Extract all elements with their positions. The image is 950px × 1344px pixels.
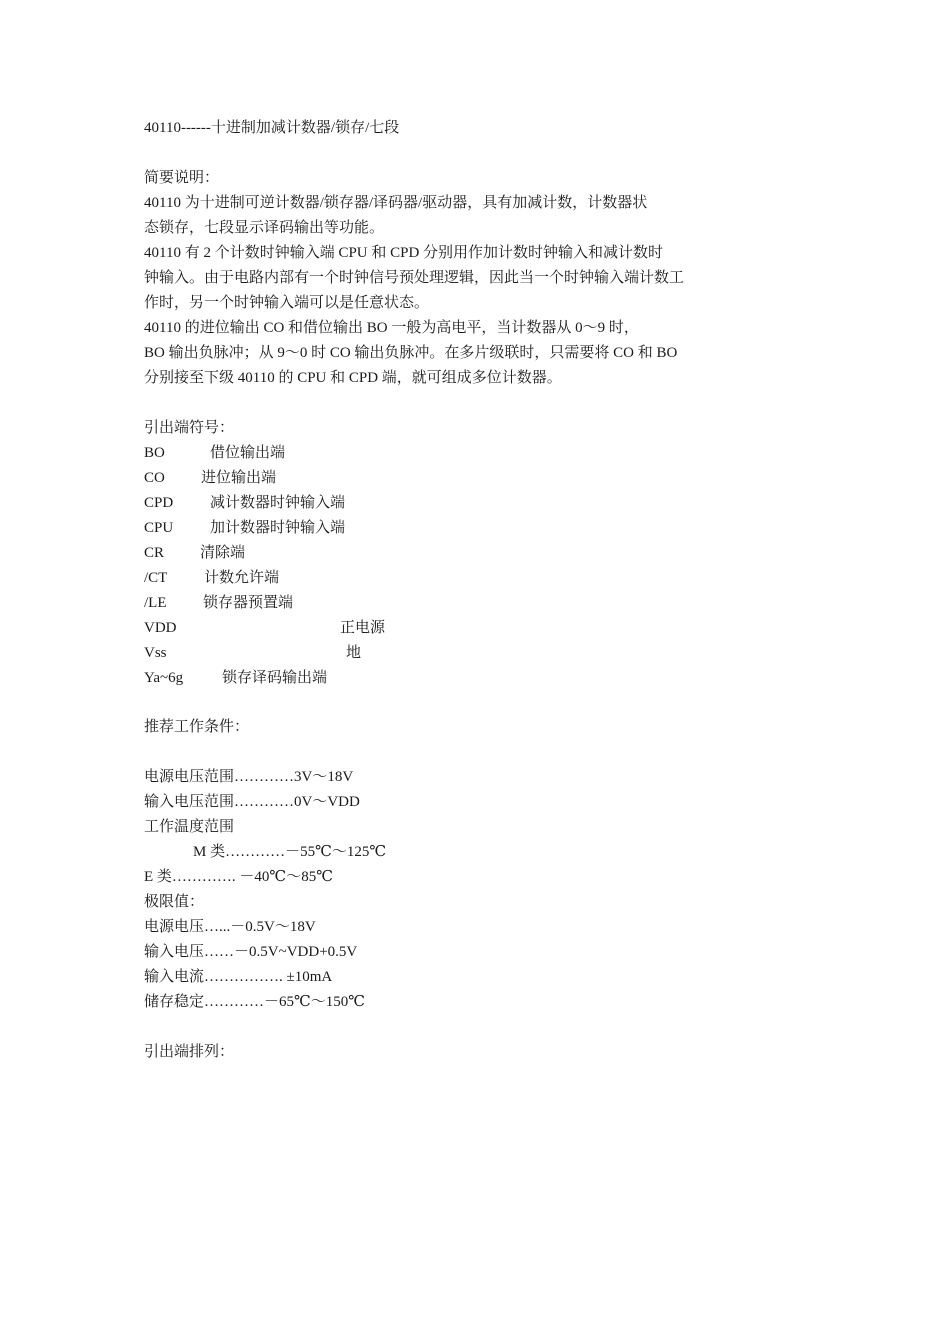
pin-description: 地 — [346, 645, 362, 661]
summary-line: 作时，另一个时钟输入端可以是任意状态。 — [144, 295, 430, 311]
arrangement-heading: 引出端排列： — [144, 1044, 235, 1060]
summary-line: 40110 为十进制可逆计数器/锁存器/译码器/驱动器，具有加减计数，计数器状 — [144, 195, 648, 211]
pin-symbol: /LE — [144, 595, 167, 611]
condition-line: 输入电压范围…………0V～VDD — [144, 794, 360, 810]
pin-symbol: /CT — [144, 570, 168, 586]
pin-symbol: CPU — [144, 520, 174, 536]
summary-line: 态锁存，七段显示译码输出等功能。 — [144, 220, 385, 236]
summary-line: 40110 的进位输出 CO 和借位输出 BO 一般为高电平，当计数器从 0～9 时， — [144, 320, 639, 336]
summary-line: 40110 有 2 个计数时钟输入端 CPU 和 CPD 分别用作加计数时钟输入和减计数时 — [144, 245, 664, 261]
pin-description: 进位输出端 — [201, 470, 277, 486]
pin-description: 正电源 — [340, 620, 386, 636]
pin-symbol: Ya~6g — [144, 670, 184, 686]
condition-line: 电源电压范围…………3V～18V — [144, 769, 354, 785]
condition-line: M 类…………－55℃～125℃ — [193, 844, 387, 860]
limit-line: 输入电压……－0.5V~VDD+0.5V — [144, 944, 358, 960]
document-title: 40110------十进制加减计数器/锁存/七段 — [144, 120, 400, 136]
pin-symbol: CR — [144, 545, 165, 561]
pin-description: 减计数器时钟输入端 — [210, 495, 346, 511]
pin-description: 借位输出端 — [210, 445, 286, 461]
pin-symbol: BO — [144, 445, 165, 461]
limits-heading: 极限值： — [144, 894, 205, 910]
pin-description: 计数允许端 — [204, 570, 280, 586]
limit-line: 储存稳定…………－65℃～150℃ — [144, 994, 366, 1010]
limit-line: 电源电压…...－0.5V～18V — [144, 919, 316, 935]
summary-heading: 简要说明： — [144, 170, 220, 186]
pin-symbol: CPD — [144, 495, 174, 511]
limit-line: 输入电流……………. ±10mA — [144, 969, 333, 985]
pin-symbol: Vss — [144, 645, 167, 661]
summary-line: BO 输出负脉冲；从 9～0 时 CO 输出负脉冲。在多片级联时，只需要将 CO 和 BO — [144, 345, 678, 361]
pin-description: 锁存译码输出端 — [222, 670, 328, 686]
pin-description: 锁存器预置端 — [203, 595, 294, 611]
condition-line: E 类…………. －40℃～85℃ — [144, 869, 333, 885]
pin-description: 加计数器时钟输入端 — [210, 520, 346, 536]
conditions-heading: 推荐工作条件： — [144, 719, 250, 735]
pins-heading: 引出端符号： — [144, 420, 235, 436]
pin-description: 清除端 — [200, 545, 246, 561]
condition-line: 工作温度范围 — [144, 819, 235, 835]
pin-symbol: VDD — [144, 620, 177, 636]
summary-line: 钟输入。由于电路内部有一个时钟信号预处理逻辑，因此当一个时钟输入端计数工 — [144, 270, 685, 286]
summary-line: 分别接至下级 40110 的 CPU 和 CPD 端，就可组成多位计数器。 — [144, 370, 562, 386]
pin-symbol: CO — [144, 470, 165, 486]
